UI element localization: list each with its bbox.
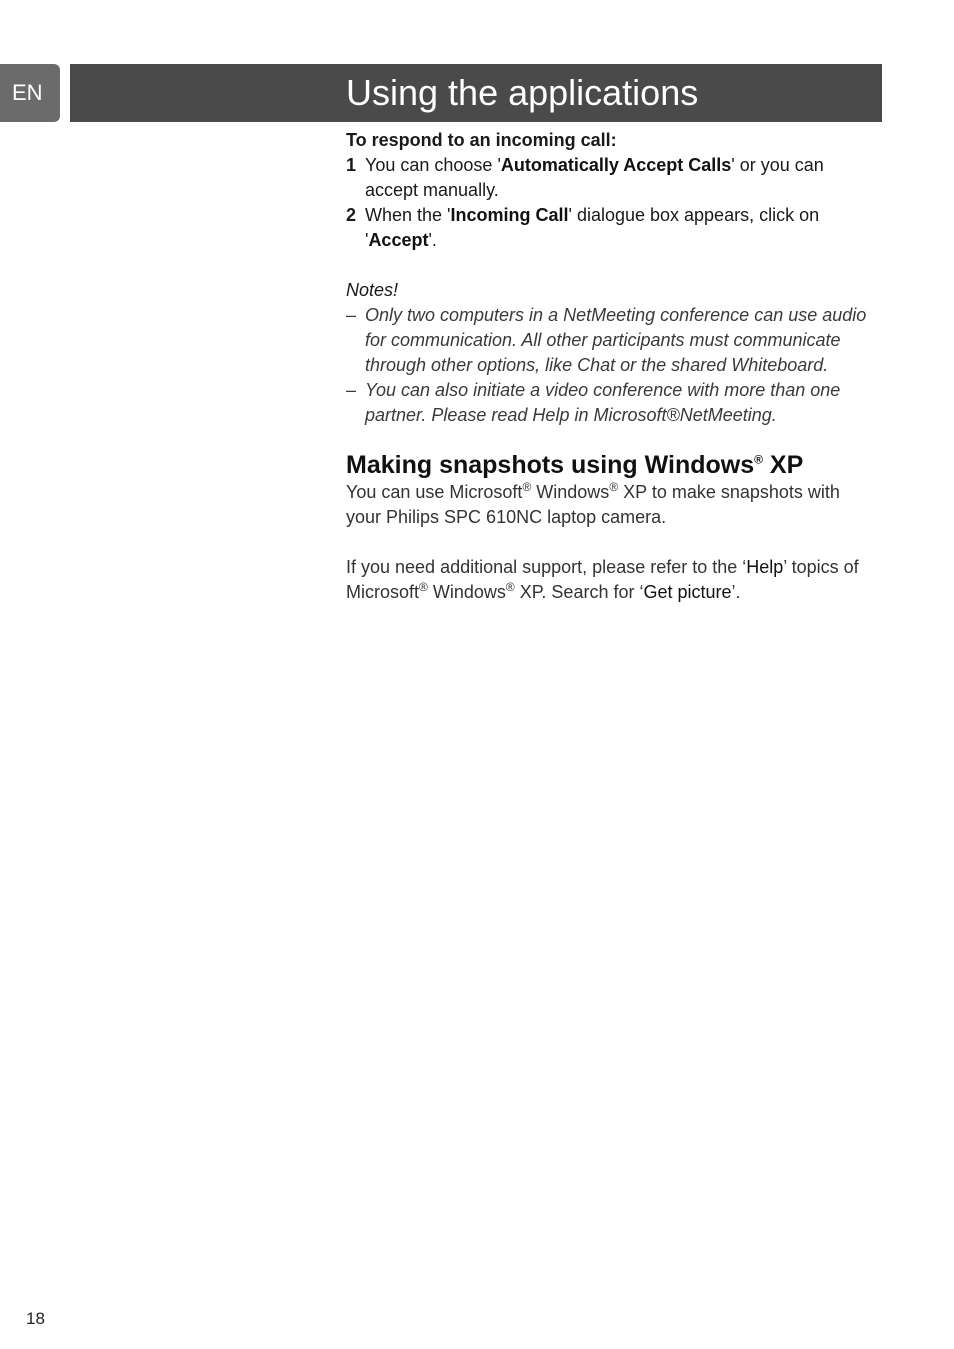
paragraph-support — [346, 555, 878, 605]
main-content — [346, 128, 878, 605]
note-text: Only two computers in a NetMeeting conference can use audio for communication. All other participants must communicate through other options, like Chat or the shared Whiteboard. — [365, 305, 867, 375]
para-text: You can use Microsoft — [346, 482, 523, 502]
note-text: You can also initiate a video conference with more than one partner. Please read Help in Microsoft®NetMeeting. — [365, 380, 841, 425]
note-item — [346, 378, 878, 428]
note-dash: – — [346, 305, 357, 325]
page-number: 18 — [26, 1309, 45, 1328]
para-text: ’. — [731, 582, 741, 602]
heading-text: Making snapshots using Windows — [346, 451, 755, 479]
help-term: Help — [746, 557, 784, 577]
registered-mark: ® — [754, 452, 763, 467]
step-text: When the ' — [365, 205, 451, 225]
step-text: ' or you can accept manually. — [365, 155, 824, 200]
para-text: XP. Search for ‘ — [514, 582, 644, 602]
title-bar — [70, 64, 882, 122]
page-title: Using the applications — [346, 72, 699, 113]
section-heading — [346, 450, 878, 480]
para-text: Windows — [427, 582, 506, 602]
step-bold-text: Accept — [368, 230, 429, 250]
step-bold-text: Incoming Call — [450, 205, 569, 225]
para-text: XP to make snapshots with your Philips SPC 610NC laptop camera. — [346, 482, 840, 527]
heading-text: XP — [762, 451, 804, 479]
para-text: If you need additional support, please refer to the ‘ — [346, 557, 747, 577]
registered-mark: ® — [522, 480, 532, 494]
language-tab: EN — [0, 64, 60, 122]
paragraph-intro — [346, 480, 878, 530]
step-bold-text: Automatically Accept Calls — [500, 155, 732, 175]
note-item — [346, 303, 878, 378]
step-text: ' dialogue box appears, click on ' — [365, 205, 820, 250]
get-picture-term: Get picture — [643, 582, 732, 602]
step-text: '. — [428, 230, 437, 250]
step-number: 1 — [346, 155, 357, 175]
step-text: You can choose ' — [365, 155, 501, 175]
note-dash: – — [346, 380, 357, 400]
step-1 — [346, 153, 878, 203]
para-text: ’ topics of Microsoft — [346, 557, 859, 602]
registered-mark: ® — [505, 580, 515, 594]
para-text: Windows — [531, 482, 610, 502]
registered-mark: ® — [419, 580, 428, 594]
step-2 — [346, 203, 878, 253]
step-number: 2 — [346, 205, 357, 225]
respond-heading: To respond to an incoming call: — [346, 130, 617, 150]
registered-mark: ® — [609, 480, 619, 494]
notes-title: Notes! — [346, 280, 399, 300]
